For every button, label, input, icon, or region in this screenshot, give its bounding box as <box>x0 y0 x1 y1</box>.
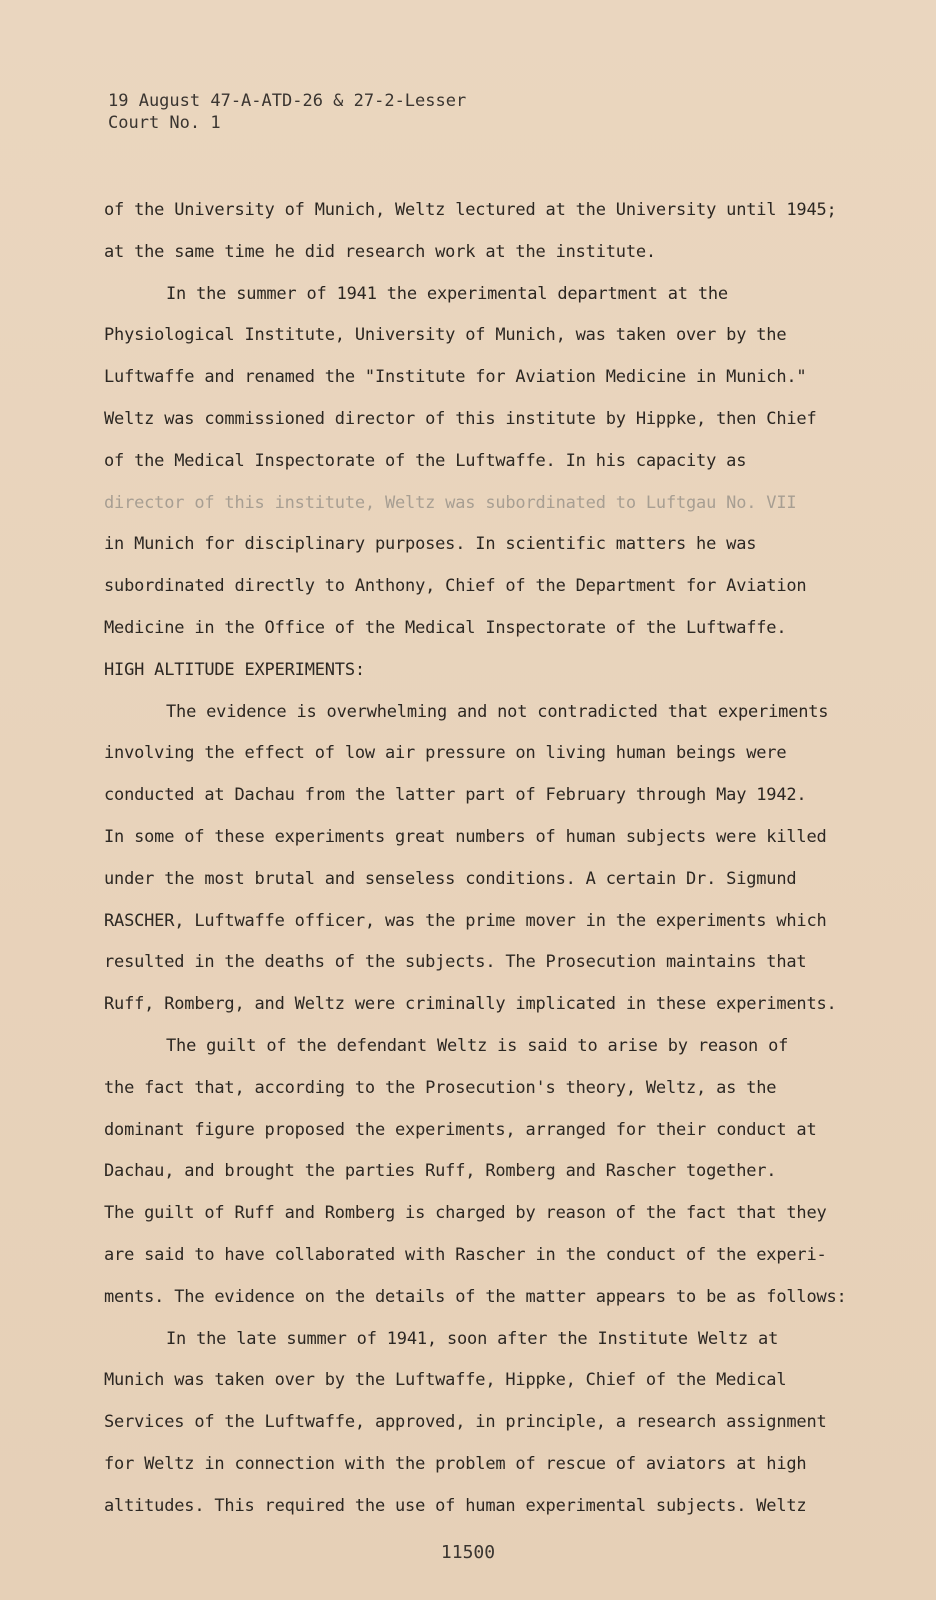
page-number: 11500 <box>440 1542 496 1563</box>
text-line: Weltz was commissioned director of this institute by Hippke, then Chief <box>104 408 817 429</box>
text-line: altitudes. This required the use of human experimental subjects. Weltz <box>104 1495 807 1516</box>
text-line: under the most brutal and senseless conditions. A certain Dr. Sigmund <box>104 868 797 889</box>
text-line: In some of these experiments great numbers of human subjects were killed <box>104 826 827 847</box>
text-line: for Weltz in connection with the problem of rescue of aviators at high <box>104 1453 807 1474</box>
text-line: Luftwaffe and renamed the "Institute for Aviation Medicine in Munich." <box>104 367 807 388</box>
text-line: Dachau, and brought the parties Ruff, Romberg and Rascher together. <box>104 1161 777 1182</box>
header-reference: 19 August 47-A-ATD-26 & 27-2-Lesser <box>108 91 467 111</box>
text-line: The guilt of Ruff and Romberg is charged by reason of the fact that they <box>104 1203 827 1224</box>
text-line: The guilt of the defendant Weltz is said to arise by reason of <box>166 1035 789 1056</box>
text-line: are said to have collaborated with Rascher in the conduct of the experi- <box>104 1244 827 1265</box>
text-line: Services of the Luftwaffe, approved, in principle, a research assignment <box>104 1412 827 1433</box>
document-body <box>104 190 854 1528</box>
text-line: director of this institute, Weltz was subordinated to Luftgau No. VII <box>104 492 797 513</box>
text-line: conducted at Dachau from the latter part of February through May 1942. <box>104 785 807 806</box>
text-line: Medicine in the Office of the Medical Inspectorate of the Luftwaffe. <box>104 617 787 638</box>
text-line: In the summer of 1941 the experimental department at the <box>166 283 728 304</box>
text-line: ments. The evidence on the details of the matter appears to be as follows: <box>104 1286 847 1307</box>
section-heading: HIGH ALTITUDE EXPERIMENTS: <box>104 659 365 680</box>
text-line: involving the effect of low air pressure on living human beings were <box>104 743 787 764</box>
text-line: subordinated directly to Anthony, Chief of the Department for Aviation <box>104 576 807 597</box>
text-line: of the Medical Inspectorate of the Luftwaffe. In his capacity as <box>104 450 747 471</box>
text-line: resulted in the deaths of the subjects. The Prosecution maintains that <box>104 952 807 973</box>
text-line: Physiological Institute, University of Munich, was taken over by the <box>104 325 787 346</box>
text-line: at the same time he did research work at the institute. <box>104 241 656 262</box>
text-line: the fact that, according to the Prosecution's theory, Weltz, as the <box>104 1077 777 1098</box>
text-line: dominant figure proposed the experiments, arranged for their conduct at <box>104 1119 817 1140</box>
text-line: In the late summer of 1941, soon after the Institute Weltz at <box>166 1328 779 1349</box>
text-line: of the University of Munich, Weltz lectured at the University until 1945; <box>104 200 837 220</box>
text-line: RASCHER, Luftwaffe officer, was the prime mover in the experiments which <box>104 910 827 931</box>
header-court: Court No. 1 <box>108 113 221 133</box>
text-line: Ruff, Romberg, and Weltz were criminally implicated in these experiments. <box>104 994 837 1015</box>
text-line: Munich was taken over by the Luftwaffe, Hippke, Chief of the Medical <box>104 1370 787 1391</box>
document-header <box>108 90 466 134</box>
text-line: in Munich for disciplinary purposes. In scientific matters he was <box>104 534 757 555</box>
text-line: The evidence is overwhelming and not contradicted that experiments <box>166 701 829 722</box>
